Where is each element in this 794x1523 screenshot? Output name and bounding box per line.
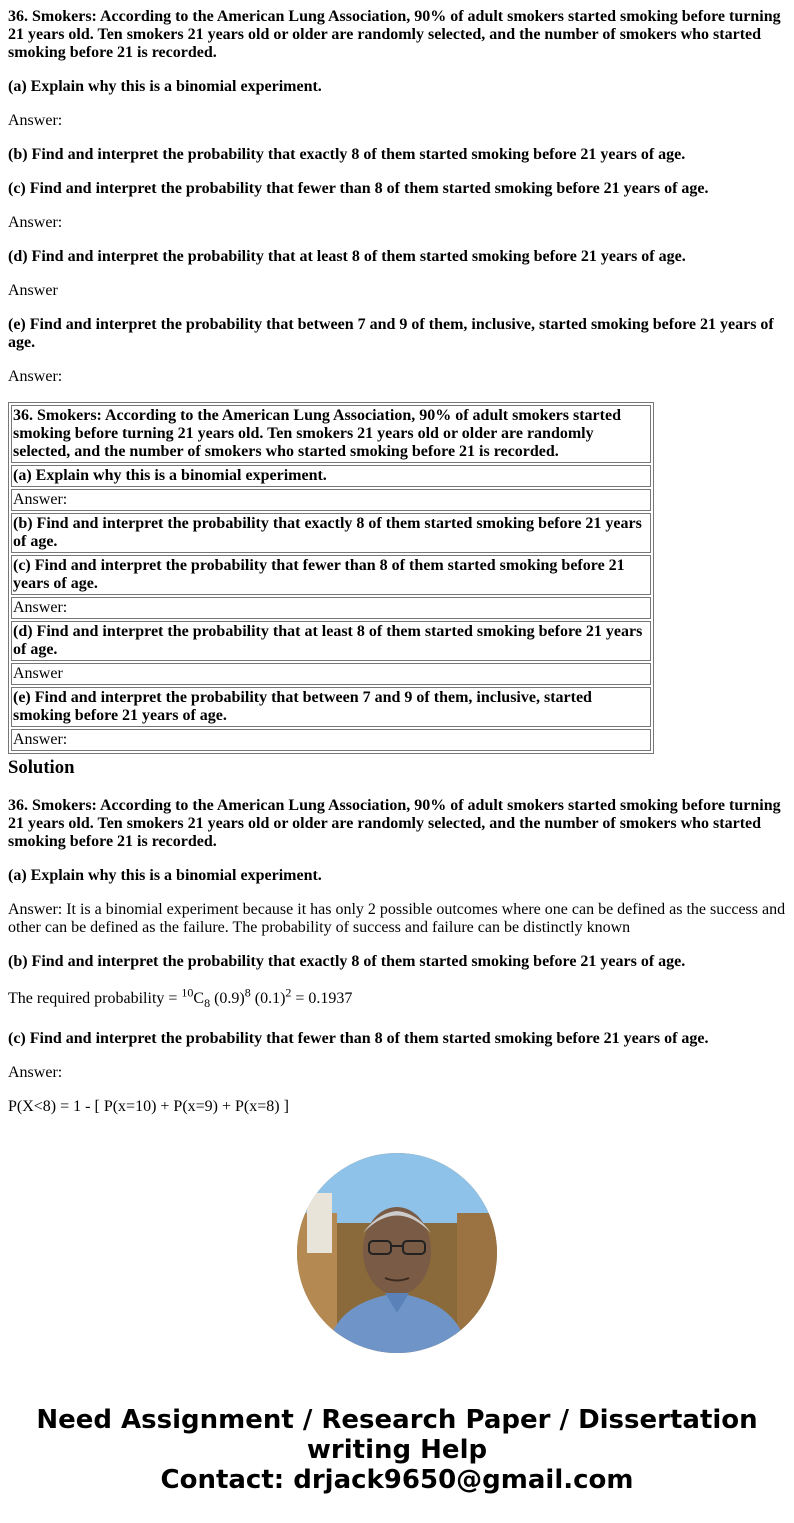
solution-heading: Solution xyxy=(8,757,75,778)
answer-c-label: Answer: xyxy=(8,214,63,231)
solution-formula-b: The required probability = $^{10}C_8$ $(0.9)^8$ $(0.1)^2 = 0.1937$ xyxy=(8,985,353,1011)
promo-block xyxy=(0,1405,794,1495)
question-a: (a) Explain why this is a binomial experiment. xyxy=(8,78,322,95)
question-c: (c) Find and interpret the probability that fewer than 8 of them started smoking before 21 years of age. xyxy=(8,180,709,197)
solution-intro: 36. Smokers: According to the American Lung Association, 90% of adult smokers started smoking before turning 21 years old. Ten smokers 21 years old or older are randomly selected, and the number of smokers who started smoking before 21 is recorded. xyxy=(8,797,781,850)
table-question-b: (b) Find and interpret the probability that exactly 8 of them started smoking before 21 years of age. xyxy=(11,513,651,553)
question-intro: 36. Smokers: According to the American Lung Association, 90% of adult smokers started smoking before turning 21 years old. Ten smokers 21 years old or older are randomly selected, and the number of smokers who started smoking before 21 is recorded. xyxy=(8,8,781,61)
solution-answer-a: Answer: It is a binomial experiment because it has only 2 possible outcomes where one can be defined as the success and other can be defined as the failure. The probability of success and failure can be distinctly known xyxy=(8,901,786,936)
promo-line-1: Need Assignment / Research Paper / Dissertation xyxy=(36,1405,758,1435)
question-table xyxy=(8,402,654,754)
table-question-a: (a) Explain why this is a binomial experiment. xyxy=(11,465,651,487)
solution-question-b: (b) Find and interpret the probability that exactly 8 of them started smoking before 21 years of age. xyxy=(8,953,686,970)
question-e: (e) Find and interpret the probability that between 7 and 9 of them, inclusive, started smoking before 21 years of age. xyxy=(8,316,774,351)
solution-question-c: (c) Find and interpret the probability that fewer than 8 of them started smoking before 21 years of age. xyxy=(8,1030,709,1047)
question-b: (b) Find and interpret the probability that exactly 8 of them started smoking before 21 years of age. xyxy=(8,146,686,163)
question-d: (d) Find and interpret the probability that at least 8 of them started smoking before 21 years of age. xyxy=(8,248,686,265)
answer-d-label: Answer xyxy=(8,282,58,299)
promo-contact: Contact: drjack9650@gmail.com xyxy=(160,1465,634,1495)
solution-answer-c-label: Answer: xyxy=(8,1064,63,1081)
author-photo xyxy=(297,1153,497,1353)
table-question-e: (e) Find and interpret the probability that between 7 and 9 of them, inclusive, started smoking before 21 years of age. xyxy=(11,687,651,727)
answer-e-label: Answer: xyxy=(8,368,63,385)
promo-line-2: writing Help xyxy=(306,1435,488,1465)
table-question-c: (c) Find and interpret the probability that fewer than 8 of them started smoking before 21 years of age. xyxy=(11,555,651,595)
answer-a-label: Answer: xyxy=(8,112,63,129)
table-question-d: (d) Find and interpret the probability that at least 8 of them started smoking before 21 years of age. xyxy=(11,621,651,661)
table-intro: 36. Smokers: According to the American Lung Association, 90% of adult smokers started smoking before turning 21 years old. Ten smokers 21 years old or older are randomly selected, and the number of smokers who started smoking before 21 is recorded. xyxy=(11,405,651,463)
solution-formula-c: P(X<8) = 1 - [ P(x=10) + P(x=9) + P(x=8) ] xyxy=(8,1098,289,1115)
author-photo-image xyxy=(297,1153,497,1353)
solution-question-a: (a) Explain why this is a binomial experiment. xyxy=(8,867,322,884)
table-answer-d: Answer xyxy=(11,663,651,685)
table-answer-a: Answer: xyxy=(11,489,651,511)
table-answer-c: Answer: xyxy=(11,597,651,619)
table-answer-e: Answer: xyxy=(11,729,651,751)
